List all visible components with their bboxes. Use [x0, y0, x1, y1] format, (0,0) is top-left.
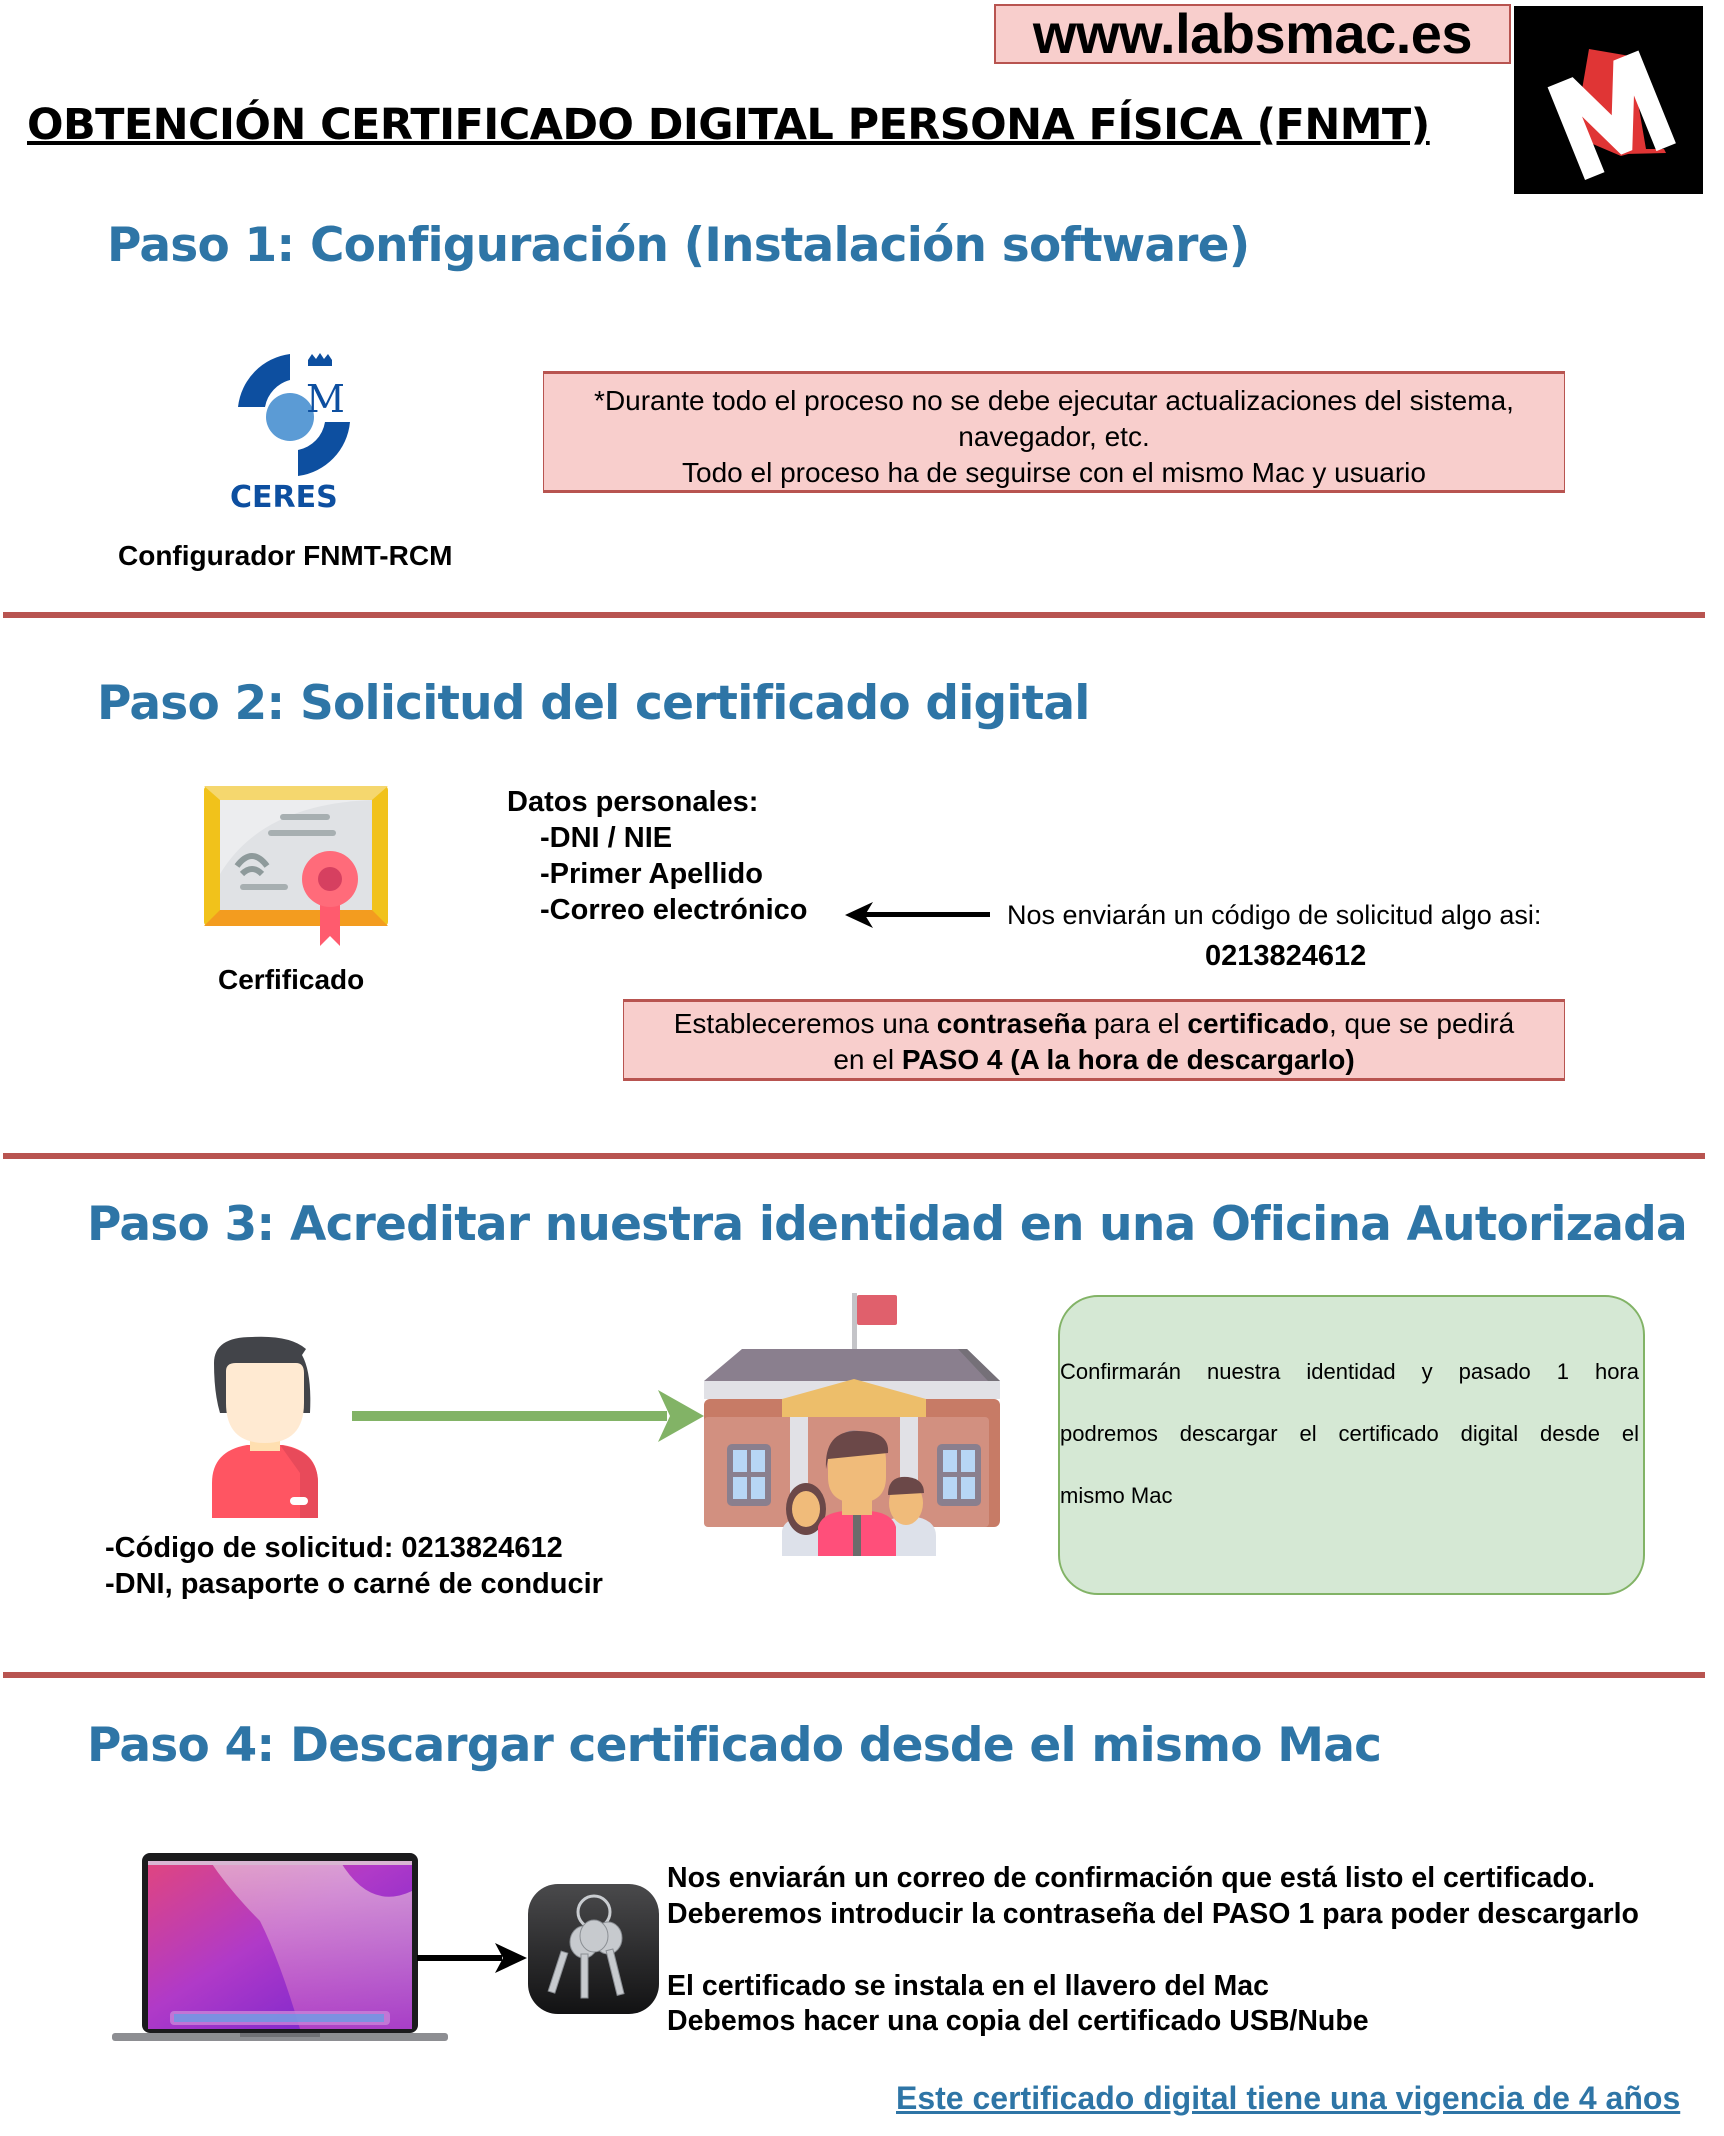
section-divider	[3, 1672, 1705, 1678]
ceres-logo-label: Configurador FNMT-RCM	[118, 540, 453, 571]
password-note: Estableceremos una contraseña para el certificado, que se pedirá en el PASO 4 (A la hora de descargarlo)	[623, 999, 1565, 1081]
ceres-logo-icon	[228, 352, 363, 512]
step4-line: Nos enviarán un correo de confirmación que está listo el certificado.	[667, 1862, 1596, 1894]
svg-text:M: M	[306, 377, 345, 421]
personal-data-item: -DNI / NIE	[540, 822, 673, 854]
svg-text:CERES: CERES	[230, 480, 338, 512]
request-code: 0213824612	[1205, 940, 1367, 972]
personal-data-item: -Correo electrónico	[540, 894, 808, 926]
office-building-icon	[702, 1281, 1007, 1556]
keychain-access-icon	[526, 1882, 661, 2016]
note-line: Todo el proceso ha de seguirse con el mismo Mac y usuario	[682, 457, 1426, 488]
step4-heading: Paso 4: Descargar certificado desde el mismo Mac	[87, 1718, 1382, 1773]
website-url-box	[994, 4, 1511, 64]
personal-data-title: Datos personales:	[507, 786, 759, 818]
code-message: Nos enviarán un código de solicitud algo asi:	[1007, 900, 1542, 930]
certificate-icon	[202, 784, 390, 949]
arrow-right-icon	[352, 1390, 704, 1442]
requirement-item: -DNI, pasaporte o carné de conducir	[105, 1568, 603, 1600]
arrow-left-icon	[845, 900, 990, 930]
section-divider	[3, 612, 1705, 618]
password-keyword: contraseña	[936, 1008, 1087, 1039]
note-line: *Durante todo el proceso no se debe ejecutar actualizaciones del sistema,	[594, 385, 1514, 416]
confirmation-line: Confirmarán nuestra identidad y pasado 1 hora	[1060, 1359, 1639, 1384]
certificate-keyword: certificado	[1187, 1008, 1329, 1039]
step2-heading: Paso 2: Solicitud del certificado digital	[97, 676, 1090, 731]
step1-heading: Paso 1: Configuración (Instalación software)	[107, 218, 1250, 273]
paso4-keyword: PASO 4 (A la hora de descargarlo)	[901, 1044, 1355, 1075]
confirmation-line: podremos descargar el certificado digital desde el	[1060, 1421, 1639, 1446]
website-url: www.labsmac.es	[1032, 2, 1473, 65]
personal-data-item: -Primer Apellido	[540, 858, 763, 890]
section-divider	[3, 1153, 1705, 1159]
labsmac-m-logo-icon	[1514, 6, 1703, 194]
requirement-item: -Código de solicitud: 0213824612	[105, 1532, 563, 1564]
note-line: navegador, etc.	[958, 421, 1150, 452]
person-avatar-icon	[202, 1333, 328, 1518]
confirmation-box	[1058, 1295, 1645, 1595]
macbook-laptop-icon	[110, 1851, 450, 2046]
confirmation-line: mismo Mac	[1060, 1483, 1173, 1508]
certificate-icon-label: Cerfificado	[218, 964, 365, 995]
step1-warning-note	[543, 371, 1565, 493]
validity-link[interactable]: Este certificado digital tiene una vigencia de 4 años	[896, 2080, 1681, 2116]
step4-line: Deberemos introducir la contraseña del PASO 1 para poder descargarlo	[667, 1898, 1639, 1930]
arrow-right-icon	[417, 1943, 527, 1973]
step4-line: Debemos hacer una copia del certificado USB/Nube	[667, 2005, 1369, 2037]
step3-heading: Paso 3: Acreditar nuestra identidad en una Oficina Autorizada	[87, 1197, 1687, 1252]
step4-line: El certificado se instala en el llavero del Mac	[667, 1970, 1269, 2002]
page-title: OBTENCIÓN CERTIFICADO DIGITAL PERSONA FÍSICA (FNMT)	[27, 100, 1430, 150]
